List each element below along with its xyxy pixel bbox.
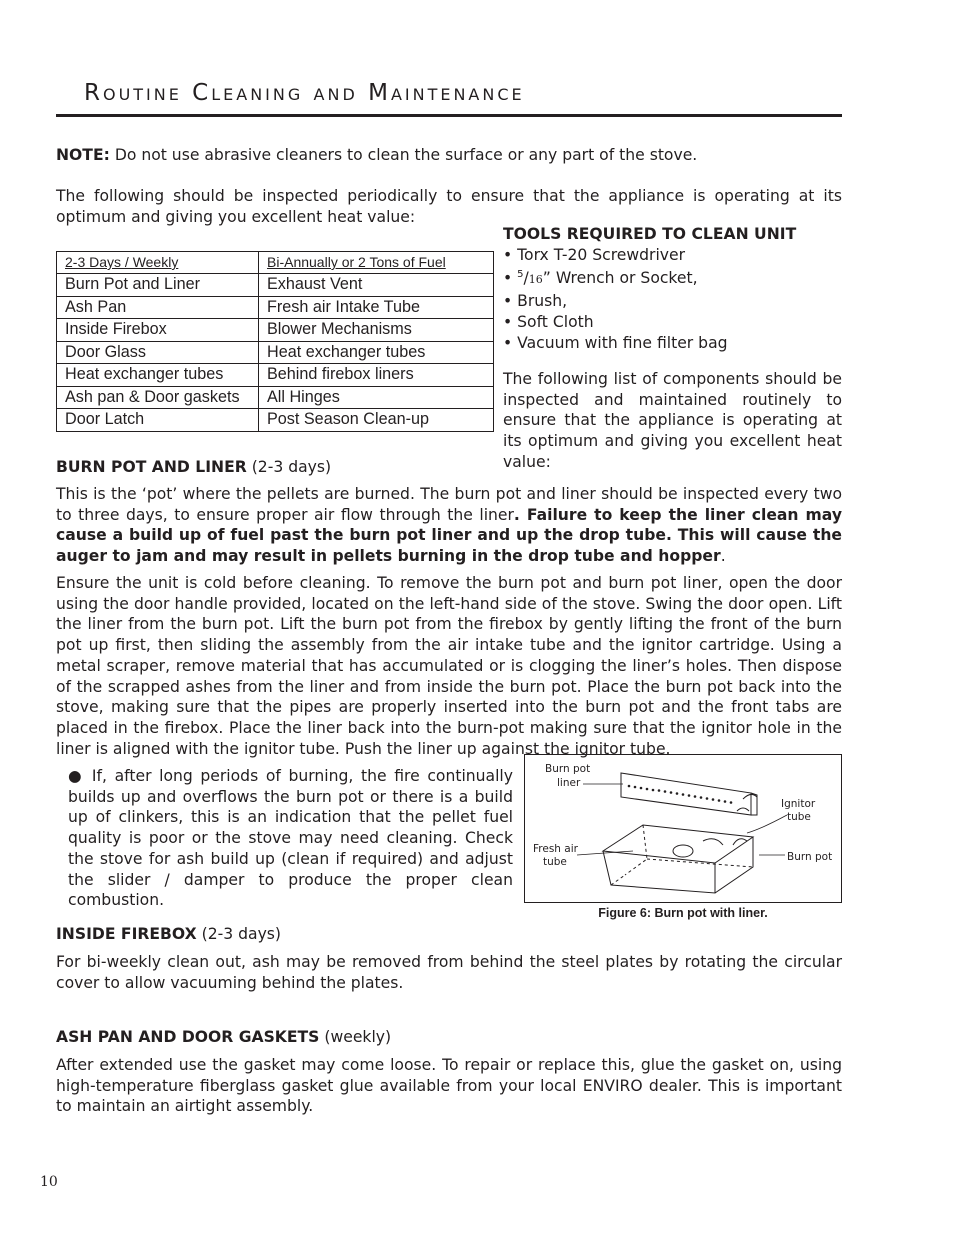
figure-label-ignitor: Ignitor (781, 798, 816, 810)
burn-pot-bullet: ● If, after long periods of burning, the fire continually builds up and overflows the burn pot or there is a build up of clinkers, this is an indication that the pellet fuel quality is poor or the stove may need cleaning. Check the stove for ash build up (clean if required) and adjust the slider / damper to produce the proper clean combustion. (68, 767, 513, 910)
table-row (57, 364, 494, 387)
table-row (57, 319, 494, 342)
figure-label-liner: liner (557, 777, 581, 789)
components-paragraph: The following list of components should be inspected and maintained routinely to ensure that the appliance is operating at its optimum and giving you excellent heat value: (503, 370, 842, 471)
table-cell: Ash pan & Door gaskets (57, 386, 259, 409)
section-interval: (2-3 days) (201, 925, 282, 943)
table-cell: Blower Mechanisms (259, 319, 494, 342)
burn-pot-paragraph-1 (56, 484, 842, 567)
inspection-schedule-table (56, 251, 494, 432)
burn-pot-p1-text: This is the ‘pot’ where the pellets are burned. The burn pot and liner should be inspected every two to three days, to ensure proper air flow through the liner (56, 485, 842, 524)
figure-label-fresh-air: Fresh air (533, 843, 578, 855)
section-heading: INSIDE FIREBOX (56, 925, 197, 943)
tool-item: • Brush, (503, 292, 568, 311)
section-interval: (weekly) (324, 1028, 392, 1046)
burn-pot-paragraph-2: Ensure the unit is cold before cleaning. To remove the burn pot and burn pot liner, open the door using the door handle provided, located on the left-hand side of the stove. Swing the door open. Lift the liner from the burn pot. Lift the burn pot from the firebox by gently lifting the front of the burn pot up first, then sliding the assembly from the air intake tube and the ignitor cartridge. Using a metal scraper, remove material that has accumulated or is clogging the liner’s holes. Then dispose of the scrapped ashes from the liner and from inside the burn pot. Place the burn pot back into the stove, making sure that the pipes are properly inserted into the burn pot and the front tabs are placed in the firebox. Place the liner back into the burn-pot making sure that the ignitor hole in the liner is aligned with the ignitor tube. Push the liner up against the ignitor tube. (56, 574, 842, 758)
title-rule (56, 114, 842, 117)
firebox-heading-line (56, 924, 842, 945)
table-cell: Fresh air Intake Tube (259, 296, 494, 319)
firebox-paragraph: For bi-weekly clean out, ash may be removed from behind the steel plates by rotating the circular cover to allow vacuuming behind the plates. (56, 953, 842, 992)
section-heading: BURN POT AND LINER (56, 458, 247, 476)
note-label: NOTE: (56, 146, 110, 164)
table-cell: Inside Firebox (57, 319, 259, 342)
table-cell: All Hinges (259, 386, 494, 409)
burn-pot-figure (524, 754, 842, 903)
burn-pot-liner-drawing (621, 773, 757, 815)
column-header: 2-3 Days / Weekly (57, 252, 259, 274)
table-cell: Heat exchanger tubes (57, 364, 259, 387)
tool-item: • Torx T-20 Screwdriver (503, 245, 686, 264)
figure-label-liner: Burn pot (545, 763, 591, 775)
column-header: Bi-Annually or 2 Tons of Fuel (259, 252, 494, 274)
figure-label-fresh-air: tube (543, 856, 567, 868)
burn-pot-heading-line (56, 457, 842, 478)
table-row (57, 386, 494, 409)
note-paragraph (56, 145, 842, 166)
table-cell: Heat exchanger tubes (259, 341, 494, 364)
tool-item: • Vacuum with fine filter bag (503, 333, 728, 352)
table-cell: Door Latch (57, 409, 259, 432)
table-row (57, 409, 494, 432)
burn-pot-warning: . Failure to keep the liner clean may cause a build up of fuel past the burn pot liner and up the drop tube. This will cause the auger to jam and may result in pellets burning in the drop tube and hopper (56, 505, 842, 566)
burn-pot-diagram (525, 755, 841, 902)
table-cell: Door Glass (57, 341, 259, 364)
table-cell: Behind firebox liners (259, 364, 494, 387)
wrench-bullet: • (503, 269, 518, 288)
table-cell: Post Season Clean-up (259, 409, 494, 432)
table-row (57, 341, 494, 364)
burn-pot-box-drawing (603, 825, 753, 893)
table-cell: Exhaust Vent (259, 274, 494, 297)
intro-paragraph: The following should be inspected periodically to ensure that the appliance is operating at its optimum and giving you excellent heat value: (56, 187, 842, 226)
figure-label-burn-pot: Burn pot (787, 851, 833, 863)
gaskets-paragraph: After extended use the gasket may come loose. To repair or replace this, glue the gasket on, using high-temperature fiberglass gasket glue available from your local ENVIRO dealer. This is important to maintain an airtight assembly. (56, 1056, 842, 1116)
table-row (57, 274, 494, 297)
tools-heading: TOOLS REQUIRED TO CLEAN UNIT (503, 225, 797, 243)
tool-item-wrench: • $^5$/16” Wrench or Socket, (503, 269, 698, 288)
section-heading: ASH PAN AND DOOR GASKETS (56, 1028, 320, 1046)
table-cell: Burn Pot and Liner (57, 274, 259, 297)
page-title: Routine Cleaning and Maintenance (84, 80, 525, 106)
burn-pot-p1-end: . (720, 547, 726, 566)
fraction-denominator: 16 (528, 273, 543, 287)
figure-caption: Figure 6: Burn pot with liner. (598, 906, 768, 920)
tools-section (503, 224, 842, 353)
table-cell: Ash Pan (57, 296, 259, 319)
section-interval: (2-3 days) (251, 458, 332, 476)
fraction-numerator: 5 (517, 269, 524, 281)
figure-label-ignitor: tube (787, 811, 811, 823)
table-row (57, 296, 494, 319)
note-text: Do not use abrasive cleaners to clean the surface or any part of the stove. (114, 146, 698, 164)
page-number: 10 (40, 1174, 58, 1190)
wrench-text: ” Wrench or Socket, (542, 269, 698, 288)
tool-item: • Soft Cloth (503, 313, 594, 331)
table-header-row (57, 252, 494, 274)
gaskets-heading-line (56, 1027, 842, 1048)
